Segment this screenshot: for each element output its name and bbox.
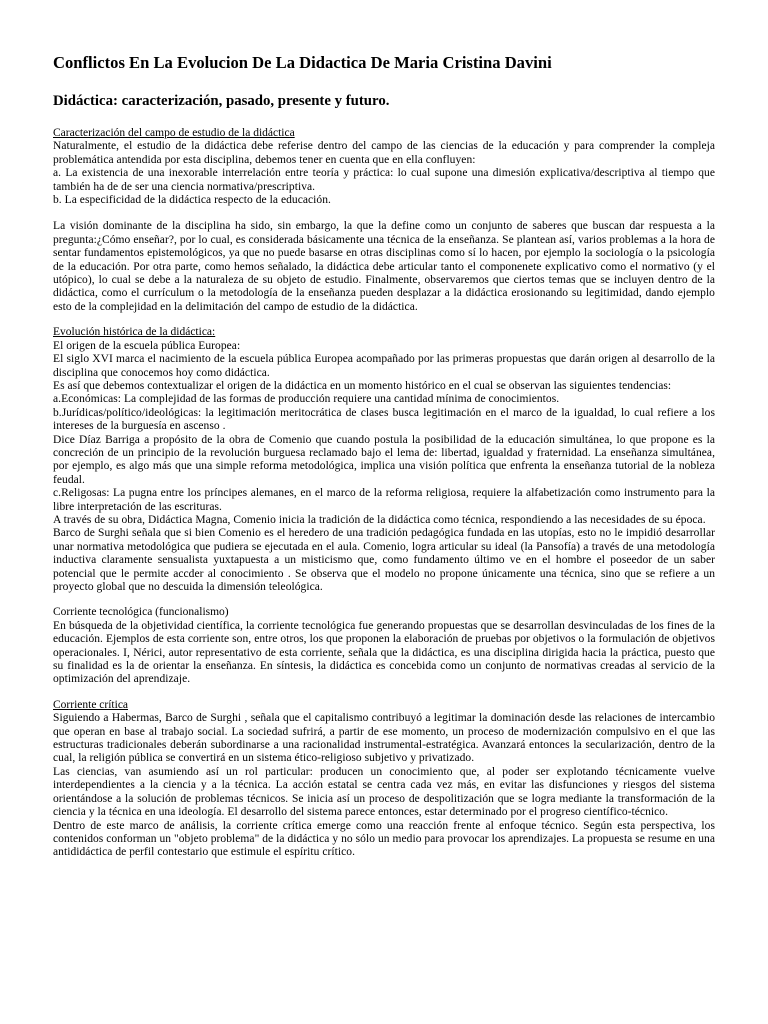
section — [53, 699, 715, 860]
paragraph: Las ciencias, van asumiendo así un rol particular: producen un conocimiento que, al poder ser explotando técnicamente vuelve interdependientes a la ciencia y a la técnica. La acción estatal se centra cada vez más, en evitar las disfunciones y riesgos del sistema orientándose a la solución de problemas técnicos. Se inicia así un proceso de despolitización que se logra mediante la transformación de la ciencia y la técnica en una ideología. El desarrollo del sistema parece entonces, estar determinado por el progreso científico-técnico. — [53, 765, 715, 819]
paragraph: a.Económicas: La complejidad de las formas de producción requiere una cantidad mínima de conocimientos. — [53, 393, 560, 406]
paragraph: El origen de la escuela pública Europea: — [53, 339, 241, 352]
document-title: Conflictos En La Evolucion De La Didactica De Maria Cristina Davini — [53, 53, 552, 72]
paragraph: El siglo XVI marca el nacimiento de la escuela pública Europea acompañado por las primeras propuestas que darán origen al desarrollo de la disciplina que conocemos hoy como didáctica. — [53, 353, 715, 379]
paragraph: La visión dominante de la disciplina ha sido, sin embargo, la que la define como un conjunto de saberes que buscan dar respuesta a la pregunta:¿Cómo enseñar?, por lo cual, es considerada básicamente una técnica de la enseñanza. Se plantean así, varios problemas a la hora de sentar fundamentos epistemológicos, ya que no puede basarse en otras disciplinas como sí lo hacen, por ejemplo la sociología o la psicología de la educación. Por otra parte, como hemos señalado, la didáctica debe articular tanto el componenete explicativo como el normativo (y el utópico), lo cual se debe a la naturaleza de su objeto de estudio. Finalmente, observaremos que ciertos temas que se incluyen dentro de la didáctica, como el currículum o la metodología de la enseñanza pueden desplazar a la didáctica erosionando su legitimidad, dando ejemplo esto de la complejidad en la delimitación del campo de estudio de la didáctica. — [53, 220, 715, 313]
paragraph: En búsqueda de la objetividad científica, la corriente tecnológica fue generando propuestas que se desarrollan desvinculadas de los fines de la educación. Ejemplos de esta corriente son, entre otros, los que proponen la elaboración de pruebas por objetivos o la formulación de objetivos operacionales. I, Nérici, autor representativo de esta corriente, señala que la didáctica, es una disciplina dirigida hacia la práctica, puesto que su finalidad es la de orientar la enseñanza. En síntesis, la didáctica es concebida como un conjunto de normativas creadas al servicio de la optimización del aprendizaje. — [53, 619, 715, 686]
paragraph: c.Religosas: La pugna entre los príncipes alemanes, en el marco de la reforma religiosa, requiere la alfabetización como instrumento para la libre interpretación de las escrituras. — [53, 487, 715, 513]
section — [53, 606, 715, 686]
document-body — [53, 127, 715, 860]
paragraph: Dentro de este marco de análisis, la corriente crítica emerge como una reacción frente al enfoque técnico. Según esta perspectiva, los contenidos conforman un "objeto problema" de la didáctica y no sólo un medio para provocar los aprendizajes. La propuesta se resume en una antididáctica de perfil contestario que estimule el espíritu crítico. — [53, 819, 715, 859]
section-heading: Evolución histórica de la didáctica: — [53, 326, 216, 339]
paragraph: Siguiendo a Habermas, Barco de Surghi , señala que el capitalismo contribuyó a legitimar la dominación desde las relaciones de intercambio que operan en base al trabajo social. La sociedad sufrirá, a partir de ese momento, un proceso de modernización compulsivo en el que las estructuras tradicionales deberán subordinarse a una racionalidad instrumental-estratégica. Avanzará entonces la secularización, dentro de la cual, la religión pública se convertirá en un sistema ético-religioso subjetivo y privatizado. — [53, 712, 715, 765]
paragraph: a. La existencia de una inexorable interrelación entre teoría y práctica: lo cual supone una dimesión explicativa/descriptiva al tiempo que también ha de de ser una ciencia normativa/prescriptiva. — [53, 167, 715, 193]
paragraph: b.Jurídicas/político/ideológicas: la legitimación meritocrática de clases busca legitimación en el marco de la igualdad, lo cual refiere a los intereses de la burguesía en ascenso . — [53, 406, 715, 433]
section — [53, 326, 715, 594]
paragraph: Barco de Surghi señala que si bien Comenio es el heredero de una tradición pedagógica fundada en las utopías, esto no le impidió desarrollar unar normativa metodológica que pudiera se ejecutada en el aula. Comenio, logra articular su ideal (la Pansofía) a través de una metodología inductiva claramente sensualista yuxtapuesta a un misticismo que, como fundamento último ve en el hombre el poseedor de un saber potencial que le permite accder al conocimiento . Se observa que el modelo no propone únicamente una técnica, sino que se refiere a un proyecto global que no descuida la dimensión teleológica. — [53, 527, 715, 593]
section — [53, 127, 715, 314]
section-heading: Corriente tecnológica (funcionalismo) — [53, 606, 229, 619]
paragraph: Naturalmente, el estudio de la didáctica debe referise dentro del campo de las ciencias de la educación y para comprender la compleja problemática antendida por esta disciplina, debemos tener en cuenta que en ella confluyen: — [53, 140, 715, 166]
paragraph: A través de su obra, Didáctica Magna, Comenio inicia la tradición de la didáctica como técnica, respondiendo a las necesidades de su época. — [53, 513, 706, 526]
paragraph: b. La especificidad de la didáctica respecto de la educación. — [53, 194, 331, 207]
document-subtitle: Didáctica: caracterización, pasado, presente y futuro. — [53, 93, 390, 109]
paragraph: Dice Díaz Barriga a propósito de la obra de Comenio que cuando postula la posibilidad de la educación simultánea, lo que propone es la concreción de un principio de la revolución burguesa reclamado bajo el lema de: libertad, igualdad y fraternidad. La enseñanza simultánea, por ejemplo, es algo más que una simple reforma metodológica, implica una visión política que enfrenta la enseñanza tutorial de la nobleza feudal. — [53, 433, 715, 486]
paragraph-gap — [53, 207, 715, 220]
paragraph: Es así que debemos contextualizar el origen de la didáctica en un momento histórico en el cual se observan las siguientes tendencias: — [53, 379, 672, 392]
section-heading: Corriente crítica — [53, 698, 129, 711]
section-heading: Caracterización del campo de estudio de la didáctica — [53, 127, 295, 139]
